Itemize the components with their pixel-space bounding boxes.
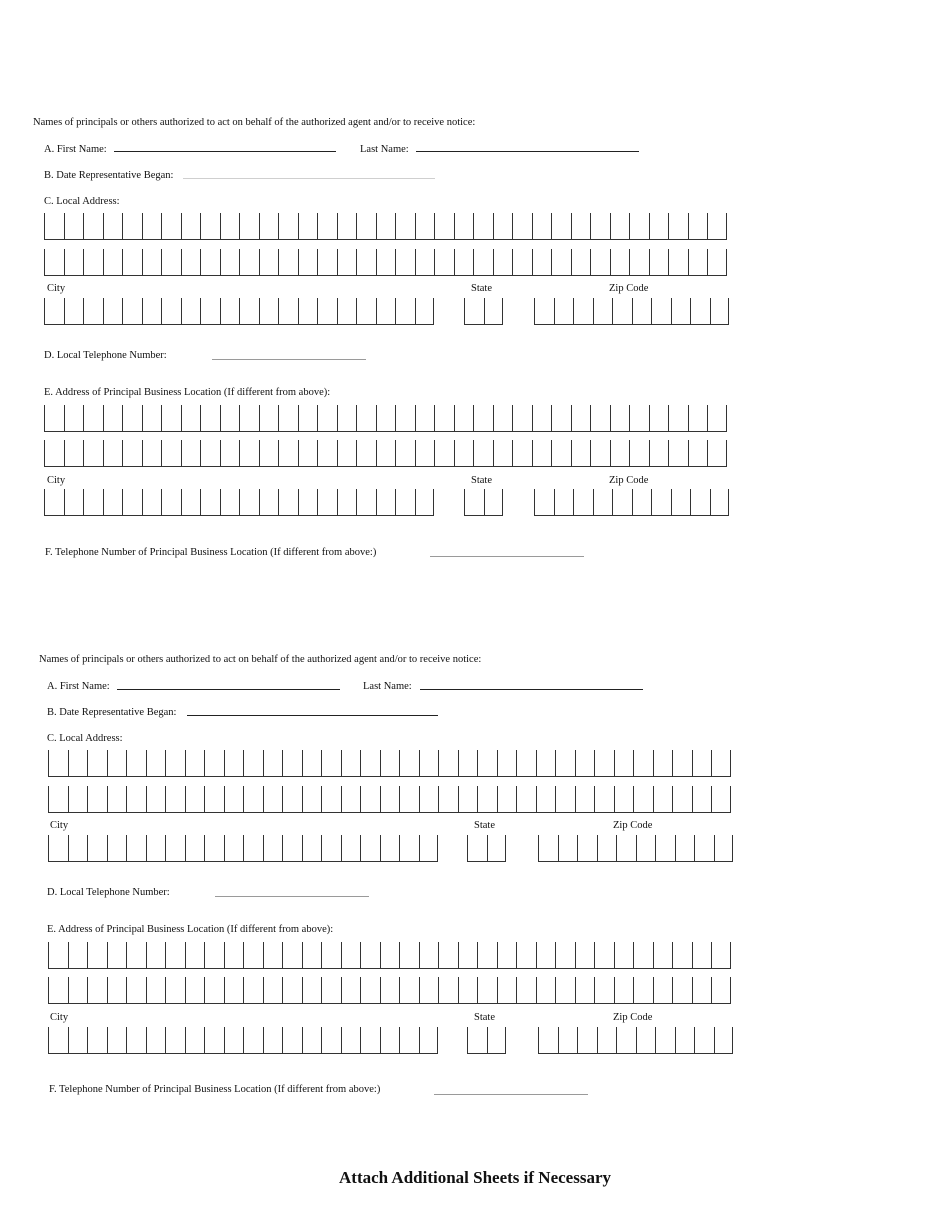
character-box[interactable] [380,835,400,862]
last-name-label: Last Name: [363,681,412,692]
local-telephone-label: D. Local Telephone Number: [44,350,167,361]
character-box[interactable] [616,835,636,862]
character-box[interactable] [438,942,458,969]
character-box[interactable] [146,786,166,813]
character-box[interactable] [321,1027,341,1054]
principal-address-line-1-comb[interactable] [48,942,731,971]
character-box[interactable] [711,942,731,969]
character-box[interactable] [438,786,458,813]
character-box[interactable] [711,977,731,1004]
zip-code-label: Zip Code [613,820,653,831]
character-box[interactable] [516,786,536,813]
character-box[interactable] [614,750,634,777]
character-box[interactable] [477,750,497,777]
character-box[interactable] [126,786,146,813]
zip-code-comb[interactable] [538,1027,733,1056]
character-box[interactable] [48,1027,68,1054]
city-label: City [47,475,66,486]
character-box[interactable] [321,786,341,813]
character-box[interactable] [497,786,517,813]
character-box[interactable] [165,786,185,813]
character-box[interactable] [87,977,107,1004]
zip-code-label: Zip Code [609,475,649,486]
city-comb[interactable] [48,1027,438,1056]
character-box[interactable] [633,977,653,1004]
principal-address-line-2-comb[interactable] [48,977,731,1006]
character-box[interactable] [399,977,419,1004]
city-label: City [50,820,69,831]
character-box[interactable] [87,1027,107,1054]
character-box[interactable] [321,750,341,777]
character-box[interactable] [224,835,244,862]
character-box[interactable] [282,835,302,862]
character-box[interactable] [204,1027,224,1054]
character-box[interactable] [497,942,517,969]
character-box[interactable] [672,750,692,777]
local-address-line-2-comb[interactable] [48,786,731,815]
character-box[interactable] [655,835,675,862]
character-box[interactable] [243,942,263,969]
city-label: City [50,1012,69,1023]
character-box[interactable] [487,835,507,862]
character-box[interactable] [399,942,419,969]
character-box[interactable] [555,977,575,1004]
character-box[interactable] [655,1027,675,1054]
character-box[interactable] [87,750,107,777]
character-box[interactable] [399,1027,419,1054]
character-box[interactable] [597,1027,617,1054]
character-box[interactable] [243,786,263,813]
city-label: City [47,283,66,294]
character-box[interactable] [68,835,88,862]
character-box[interactable] [48,786,68,813]
character-box[interactable] [675,1027,695,1054]
character-box[interactable] [224,1027,244,1054]
first-name-label: A. First Name: [44,144,107,155]
character-box[interactable] [282,786,302,813]
principal-telephone-label: F. Telephone Number of Principal Business Location (If different from above:) [49,1084,381,1095]
character-box[interactable] [341,786,361,813]
attach-sheets-note: Attach Additional Sheets if Necessary [339,1168,611,1187]
character-box[interactable] [224,977,244,1004]
character-box[interactable] [68,1027,88,1054]
character-box[interactable] [263,750,283,777]
character-box[interactable] [419,977,439,1004]
character-box[interactable] [204,786,224,813]
date-representative-began-label: B. Date Representative Began: [47,707,177,718]
character-box[interactable] [185,977,205,1004]
character-box[interactable] [165,1027,185,1054]
character-box[interactable] [692,942,712,969]
character-box[interactable] [633,942,653,969]
character-box[interactable] [87,942,107,969]
character-box[interactable] [224,750,244,777]
character-box[interactable] [146,977,166,1004]
character-box[interactable] [516,977,536,1004]
character-box[interactable] [126,835,146,862]
character-box[interactable] [594,750,614,777]
character-box[interactable] [536,977,556,1004]
character-box[interactable] [263,942,283,969]
character-box[interactable] [614,786,634,813]
character-box[interactable] [614,942,634,969]
state-label: State [471,283,492,294]
character-box[interactable] [48,942,68,969]
local-telephone-label: D. Local Telephone Number: [47,887,170,898]
character-box[interactable] [438,977,458,1004]
character-box[interactable] [204,750,224,777]
character-box[interactable] [516,750,536,777]
character-box[interactable] [399,750,419,777]
character-box[interactable] [341,977,361,1004]
character-box[interactable] [467,835,487,862]
character-box[interactable] [477,786,497,813]
character-box[interactable] [107,942,127,969]
character-box[interactable] [558,835,578,862]
date-representative-began-label: B. Date Representative Began: [44,170,174,181]
character-box[interactable] [477,977,497,1004]
character-box[interactable] [419,786,439,813]
character-box[interactable] [694,1027,714,1054]
character-box[interactable] [146,750,166,777]
state-comb[interactable] [467,835,506,864]
character-box[interactable] [577,1027,597,1054]
principal-telephone-field[interactable] [430,556,584,557]
character-box[interactable] [672,977,692,1004]
character-box[interactable] [636,835,656,862]
character-box[interactable] [302,942,322,969]
character-box[interactable] [282,1027,302,1054]
character-box[interactable] [380,750,400,777]
character-box[interactable] [146,942,166,969]
character-box[interactable] [243,1027,263,1054]
character-box[interactable] [321,942,341,969]
local-telephone-field[interactable] [215,896,369,897]
character-box[interactable] [282,977,302,1004]
character-box[interactable] [653,977,673,1004]
character-box[interactable] [714,835,734,862]
character-box[interactable] [224,942,244,969]
character-box[interactable] [321,835,341,862]
character-box[interactable] [146,1027,166,1054]
character-box[interactable] [204,835,224,862]
character-box[interactable] [575,750,595,777]
character-box[interactable] [558,1027,578,1054]
character-box[interactable] [575,786,595,813]
character-box[interactable] [302,835,322,862]
character-box[interactable] [399,835,419,862]
character-box[interactable] [243,750,263,777]
character-box[interactable] [380,1027,400,1054]
character-box[interactable] [107,977,127,1004]
character-box[interactable] [536,786,556,813]
character-box[interactable] [204,977,224,1004]
character-box[interactable] [107,786,127,813]
character-box[interactable] [497,750,517,777]
character-box[interactable] [341,942,361,969]
character-box[interactable] [694,835,714,862]
character-box[interactable] [653,942,673,969]
character-box[interactable] [263,977,283,1004]
zip-code-label: Zip Code [609,283,649,294]
character-box[interactable] [360,835,380,862]
principal-address-label: E. Address of Principal Business Location (If different from above): [47,924,334,935]
character-box[interactable] [711,750,731,777]
character-box[interactable] [360,942,380,969]
principal-telephone-label: F. Telephone Number of Principal Business Location (If different from above:) [45,547,377,558]
character-box[interactable] [633,750,653,777]
city-comb[interactable] [48,835,438,864]
state-comb[interactable] [467,1027,506,1056]
state-label: State [474,820,495,831]
character-box[interactable] [204,942,224,969]
character-box[interactable] [711,786,731,813]
local-address-label: C. Local Address: [44,196,120,207]
character-box[interactable] [653,786,673,813]
character-box[interactable] [263,786,283,813]
principal-address-label: E. Address of Principal Business Location (If different from above): [44,387,331,398]
character-box[interactable] [675,835,695,862]
character-box[interactable] [467,1027,487,1054]
character-box[interactable] [126,977,146,1004]
character-box[interactable] [594,942,614,969]
character-box[interactable] [302,786,322,813]
character-box[interactable] [575,977,595,1004]
character-box[interactable] [126,942,146,969]
character-box[interactable] [68,786,88,813]
character-box[interactable] [380,942,400,969]
character-box[interactable] [263,1027,283,1054]
character-box[interactable] [302,750,322,777]
character-box[interactable] [419,942,439,969]
state-label: State [474,1012,495,1023]
character-box[interactable] [458,942,478,969]
character-box[interactable] [458,977,478,1004]
character-box[interactable] [714,1027,734,1054]
character-box[interactable] [419,1027,439,1054]
character-box[interactable] [536,750,556,777]
character-box[interactable] [516,942,536,969]
character-box[interactable] [282,750,302,777]
character-box[interactable] [477,942,497,969]
character-box[interactable] [87,786,107,813]
character-box[interactable] [48,835,68,862]
character-box[interactable] [538,835,558,862]
character-box[interactable] [419,835,439,862]
character-box[interactable] [302,977,322,1004]
character-box[interactable] [107,750,127,777]
character-box[interactable] [438,750,458,777]
character-box[interactable] [458,750,478,777]
character-box[interactable] [594,786,614,813]
character-box[interactable] [380,977,400,1004]
character-box[interactable] [692,786,712,813]
local-address-label: C. Local Address: [47,733,123,744]
character-box[interactable] [380,786,400,813]
character-box[interactable] [555,942,575,969]
character-box[interactable] [243,977,263,1004]
character-box[interactable] [185,1027,205,1054]
character-box[interactable] [360,977,380,1004]
character-box[interactable] [185,835,205,862]
character-box[interactable] [107,835,127,862]
character-box[interactable] [692,977,712,1004]
character-box[interactable] [48,977,68,1004]
character-box[interactable] [577,835,597,862]
zip-code-label: Zip Code [613,1012,653,1023]
character-box[interactable] [282,942,302,969]
character-box[interactable] [126,750,146,777]
character-box[interactable] [672,786,692,813]
character-box[interactable] [341,750,361,777]
character-box[interactable] [243,835,263,862]
character-box[interactable] [360,786,380,813]
character-box[interactable] [672,942,692,969]
principal-telephone-field[interactable] [434,1094,588,1095]
character-box[interactable] [360,750,380,777]
character-box[interactable] [165,977,185,1004]
character-box[interactable] [536,942,556,969]
character-box[interactable] [302,1027,322,1054]
character-box[interactable] [487,1027,507,1054]
character-box[interactable] [399,786,419,813]
character-box[interactable] [68,750,88,777]
state-label: State [471,475,492,486]
zip-code-comb[interactable] [538,835,733,864]
character-box[interactable] [692,750,712,777]
character-box[interactable] [497,977,517,1004]
character-box[interactable] [341,1027,361,1054]
form-intro: Names of principals or others authorized to act on behalf of the authorized agent and/or to receive notice: [33,117,476,128]
character-box[interactable] [616,1027,636,1054]
character-box[interactable] [458,786,478,813]
date-representative-began-field[interactable] [187,715,438,716]
character-box[interactable] [48,750,68,777]
character-box[interactable] [165,835,185,862]
first-name-label: A. First Name: [47,681,110,692]
character-box[interactable] [555,786,575,813]
character-box[interactable] [341,835,361,862]
character-box[interactable] [146,835,166,862]
character-box[interactable] [185,942,205,969]
character-box[interactable] [87,835,107,862]
character-box[interactable] [653,750,673,777]
last-name-label: Last Name: [360,144,409,155]
character-box[interactable] [321,977,341,1004]
character-box[interactable] [360,1027,380,1054]
form-intro: Names of principals or others authorized to act on behalf of the authorized agent and/or to receive notice: [39,654,482,665]
character-box[interactable] [68,942,88,969]
character-box[interactable] [555,750,575,777]
first-name-field[interactable] [117,689,340,690]
character-box[interactable] [263,835,283,862]
character-box[interactable] [224,786,244,813]
character-box[interactable] [633,786,653,813]
character-box[interactable] [185,750,205,777]
character-box[interactable] [419,750,439,777]
character-box[interactable] [614,977,634,1004]
last-name-field[interactable] [420,689,643,690]
character-box[interactable] [538,1027,558,1054]
character-box[interactable] [597,835,617,862]
character-box[interactable] [575,942,595,969]
character-box[interactable] [165,942,185,969]
local-address-line-1-comb[interactable] [48,750,731,779]
character-box[interactable] [594,977,614,1004]
character-box[interactable] [126,1027,146,1054]
character-box[interactable] [165,750,185,777]
character-box[interactable] [185,786,205,813]
character-box[interactable] [636,1027,656,1054]
character-box[interactable] [68,977,88,1004]
character-box[interactable] [107,1027,127,1054]
